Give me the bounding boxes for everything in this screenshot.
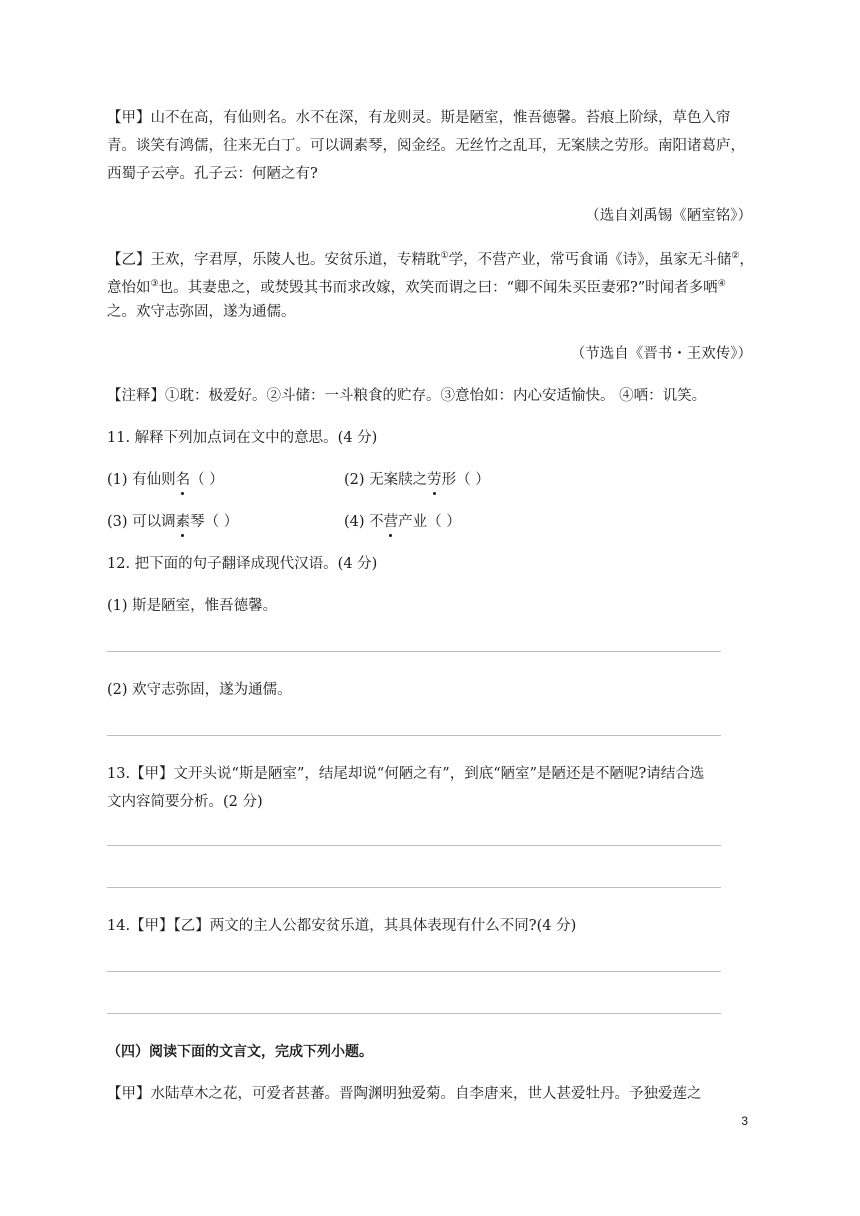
footnote-marker-1: ① [440,251,449,261]
yi-passage-line2 [107,274,726,298]
q12-sentence2: (2) 欢守志弥固，遂为通儒。 [107,682,292,698]
footnote-marker-3: ③ [150,279,159,289]
q12-stem: 12. 把下面的句子翻译成现代汉语。(4 分) [107,556,378,572]
answer-line[interactable] [107,735,721,736]
q11-item3-text: (3) 可以调 [107,514,176,530]
dotted-word: 劳 [427,472,442,488]
q13-stem-line2: 文内容简要分析。(2 分) [107,794,263,810]
answer-line[interactable] [107,651,721,652]
q11-item1-text: (1) 有仙则 [107,472,176,488]
answer-blank[interactable]: （ ） [427,514,461,530]
q11-item4-text: (4) 不 [344,514,384,530]
page-number: 3 [741,1114,748,1128]
yi-text: ， [739,252,754,268]
annotation-notes: 【注释】①耽：极爱好。②斗储：一斗粮食的贮存。③意怡如：内心安适愉快。 ④哂：讥笑。 [107,388,707,404]
q11-row1 [107,470,224,490]
yi-text: 【乙】王欢，字君厚，乐陵人也。安贫乐道，专精耽 [107,252,441,268]
section4-heading: （四）阅读下面的文言文，完成下列小题。 [107,1044,373,1060]
q11-row2 [107,512,238,532]
yi-text: 也。其妻患之，或焚毁其书而求改嫁，欢笑而谓之曰：“卿不闻朱买臣妻邪?”时闻者多哂 [158,280,718,296]
footnote-marker-2: ② [731,251,740,261]
dotted-word: 素 [175,514,191,530]
q12-sentence1: (1) 斯是陋室，惟吾德馨。 [107,598,278,614]
q11-row1-item2 [344,470,490,490]
jia-source: （选自刘禹锡《陋室铭》） [585,208,752,224]
jia-passage-line1: 【甲】山不在高，有仙则名。水不在深，有龙则灵。斯是陋室，惟吾德馨。苔痕上阶绿，草色入帘 [107,110,731,126]
answer-line[interactable] [107,845,721,846]
answer-line[interactable] [107,971,721,972]
answer-line[interactable] [107,887,721,888]
q14-stem: 14.【甲】【乙】两文的主人公都安贫乐道，其具体表现有什么不同?(4 分) [107,918,577,934]
footnote-marker-4: ④ [717,279,726,289]
jia-passage-line2: 青。谈笑有鸿儒，往来无白丁。可以调素琴，阅金经。无丝竹之乱耳，无案牍之劳形。南阳诸葛庐， [107,138,745,154]
yi-text: 意怡如 [107,280,151,296]
answer-blank[interactable]: （ ） [190,472,224,488]
q11-item4-text: 产业 [398,514,428,530]
jia-passage-line3: 西蜀子云亭。孔子云：何陋之有? [107,166,318,182]
q11-row2-item4 [344,512,461,532]
dotted-word: 营 [383,514,399,530]
answer-blank[interactable]: （ ） [456,472,490,488]
yi-source: （节选自《晋书・王欢传》） [570,346,752,362]
yi-passage-line1 [107,246,754,270]
q11-item3-text: 琴 [190,514,205,530]
dotted-word: 名 [175,472,191,488]
section4-passage-line1: 【甲】水陆草木之花，可爱者甚蕃。晋陶渊明独爱菊。自李唐来，世人甚爱牡丹。予独爱莲之 [107,1086,702,1102]
yi-passage-line3: 之。欢守志弥固，遂为通儒。 [107,304,296,320]
q11-stem: 11. 解释下列加点词在文中的意思。(4 分) [107,430,378,446]
answer-line[interactable] [107,1013,721,1014]
q11-item2-text: (2) 无案牍之 [344,472,428,488]
q11-item2-text: 形 [441,472,457,488]
q13-stem-line1: 13.【甲】文开头说“斯是陋室”，结尾却说“何陋之有”，到底“陋室”是陋还是不陋呢?请结合选 [107,766,705,782]
answer-blank[interactable]: （ ） [204,514,239,530]
yi-text: 学，不营产业，常丐食诵《诗》，虽家无斗储 [448,252,732,268]
